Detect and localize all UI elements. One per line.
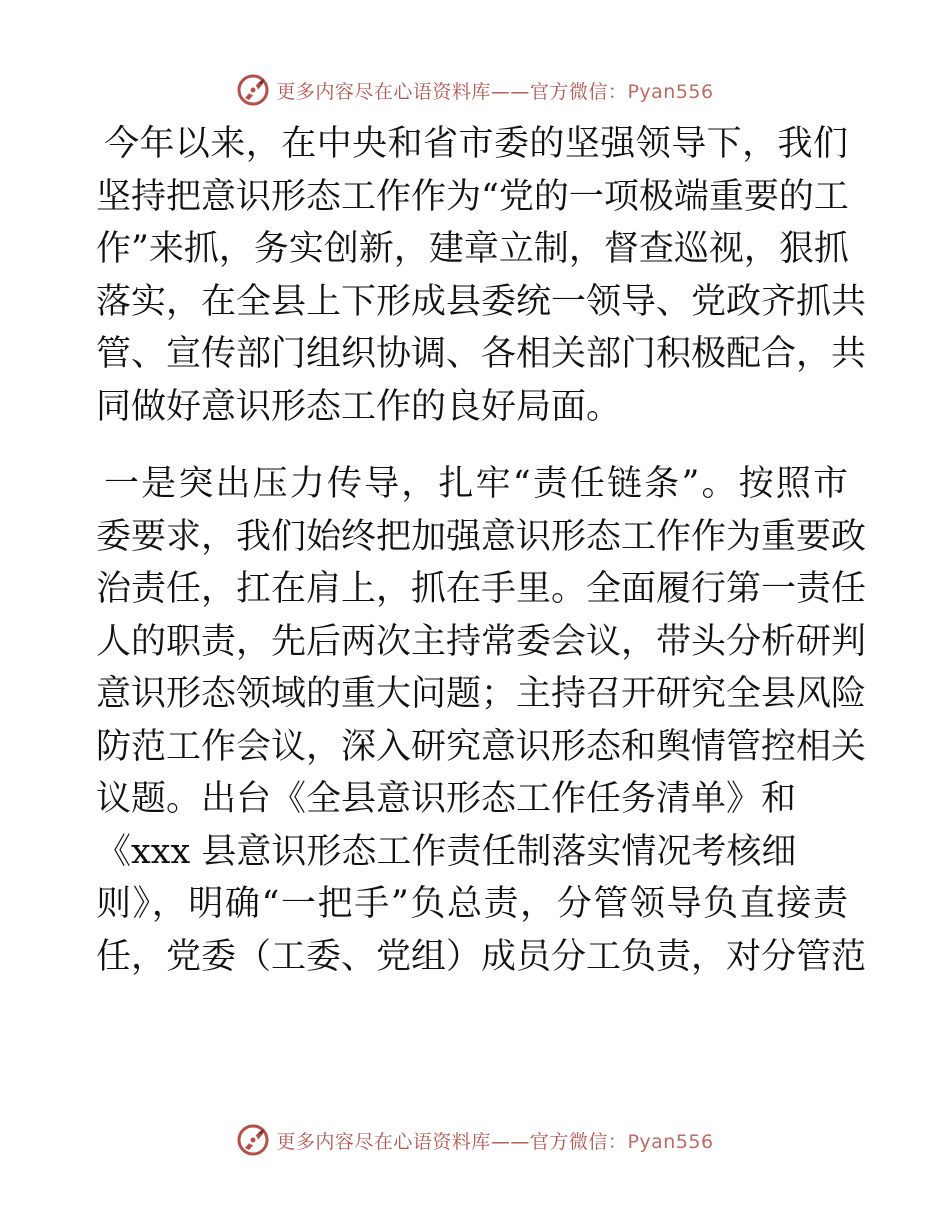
watermark-id: Pyan556 — [627, 1130, 714, 1153]
watermark-id: Pyan556 — [627, 80, 714, 103]
text-line: 治责任，扛在肩上，抓在手里。全面履行第一责任 — [96, 569, 867, 609]
watermark-text — [276, 77, 713, 104]
paragraph-first-point — [96, 458, 867, 983]
text-line: 议题。出台《全县意识形态工作任务清单》和 — [96, 779, 797, 819]
paragraph-spacer — [96, 433, 856, 458]
text-line: 管、宣传部门组织协调、各相关部门积极配合，共 — [96, 334, 867, 374]
text-line: 意识形态领域的重大问题；主持召开研究全县风险 — [96, 674, 867, 714]
paragraph-intro — [96, 118, 867, 433]
watermark-official: 官方微信： — [529, 80, 628, 103]
watermark-brand: 更多内容尽在心语资料库 — [276, 80, 491, 103]
text-line: 委要求，我们始终把加强意识形态工作作为重要政 — [96, 516, 867, 557]
header-watermark — [0, 70, 950, 110]
watermark-official: 官方微信： — [529, 1130, 628, 1153]
text-line: 人的职责，先后两次主持常委会议，带头分析研判 — [96, 621, 867, 662]
text-line: 落实，在全县上下形成县委统一领导、党政齐抓共 — [96, 281, 867, 322]
quill-logo-icon — [236, 73, 270, 107]
quill-logo-icon — [236, 1123, 270, 1157]
text-line: 同做好意识形态工作的良好局面。 — [96, 386, 622, 427]
watermark-dash: —— — [490, 80, 530, 103]
text-line: 任，党委（工委、党组）成员分工负责，对分管范 — [96, 936, 867, 977]
text-line: 一是突出压力传导，扎牢“责任链条”。按照市 — [104, 464, 848, 504]
watermark-text — [276, 1127, 713, 1154]
document-body — [96, 118, 867, 983]
text-line: 《xxx 县意识形态工作责任制落实情况考核细 — [96, 831, 797, 872]
watermark-brand: 更多内容尽在心语资料库 — [276, 1130, 491, 1153]
text-line: 防范工作会议，深入研究意识形态和舆情管控相关 — [96, 726, 867, 767]
footer-watermark — [0, 1120, 950, 1160]
text-line: 坚持把意识形态工作作为“党的一项极端重要的工 — [96, 176, 849, 217]
watermark-dash: —— — [490, 1130, 530, 1153]
text-line: 则》，明确“一把手”负总责，分管领导负直接责 — [96, 884, 848, 924]
text-line: 作”来抓，务实创新，建章立制，督查巡视，狠抓 — [96, 229, 849, 269]
text-line: 今年以来，在中央和省市委的坚强领导下，我们 — [104, 124, 848, 164]
